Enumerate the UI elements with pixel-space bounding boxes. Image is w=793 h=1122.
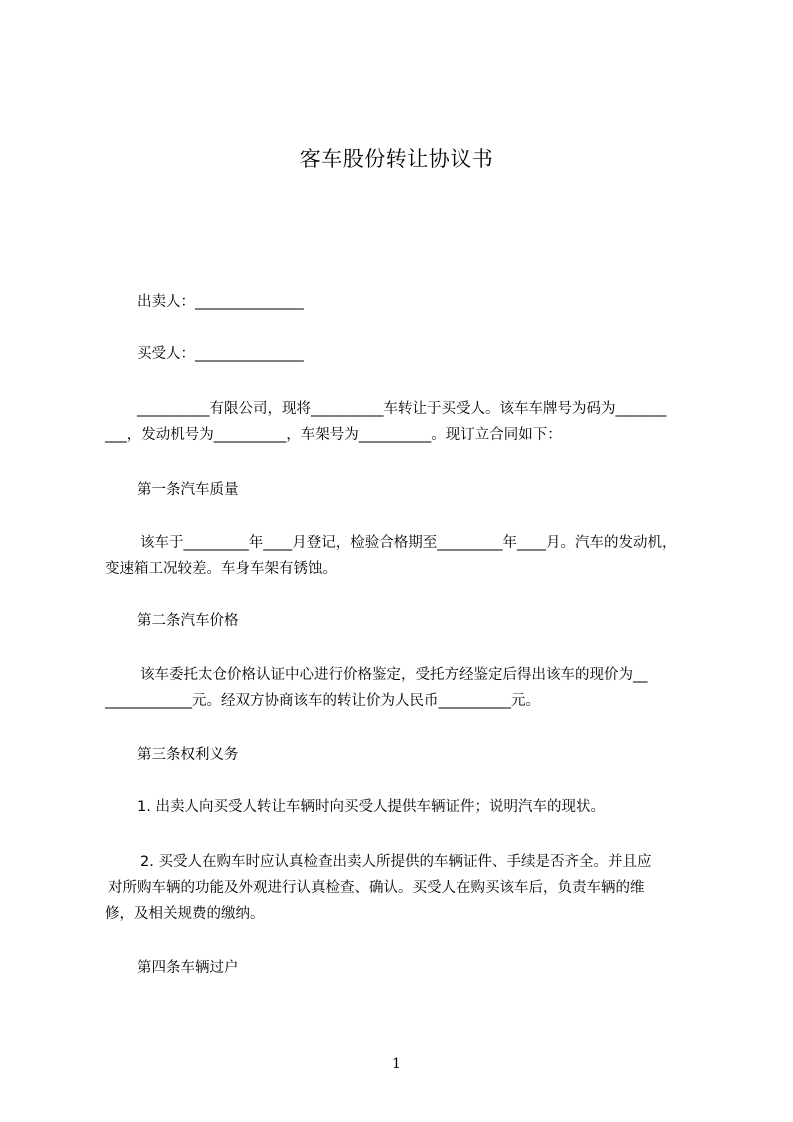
article1-line-2: 变速箱工况较差。车身车架有锈蚀。	[105, 561, 337, 577]
page-number: 1	[392, 1056, 401, 1072]
article3-item-2-line-3: 修，及相关规费的缴纳。	[105, 906, 265, 922]
article3-item-2-line-2: 对所购车辆的功能及外观进行认真检查、确认。买受人在购买该车后，负责车辆的维	[108, 880, 645, 896]
article1-line-1: 该车于_________年____月登记，检验合格期至_________年____月。汽车的发动机，	[140, 535, 677, 551]
article3-item-2-line-1: 2. 买受人在购车时应认真检查出卖人所提供的车辆证件、手续是否齐全。并且应	[140, 854, 652, 870]
intro-line-2: ___，发动机号为__________，车架号为__________。现订立合同如下：	[105, 427, 562, 443]
article3-heading: 第三条权利义务	[137, 747, 239, 763]
buyer-line: 买受人：_______________	[137, 346, 304, 362]
seller-line: 出卖人：_______________	[137, 294, 304, 310]
article2-line-2: ____________元。经双方协商该车的转让价为人民币__________元。	[105, 693, 540, 709]
article3-item-1: 1. 出卖人向买受人转让车辆时向买受人提供车辆证件；说明汽车的现状。	[137, 799, 605, 815]
article2-heading: 第二条汽车价格	[137, 613, 239, 629]
intro-line-1: __________有限公司，现将__________车转让于买受人。该车车牌号为码为_______	[137, 401, 667, 417]
article1-heading: 第一条汽车质量	[137, 482, 239, 498]
article4-heading: 第四条车辆过户	[137, 960, 239, 976]
article2-line-1: 该车委托太仓价格认证中心进行价格鉴定，受托方经鉴定后得出该车的现价为__	[140, 667, 648, 683]
document-title: 客车股份转让协议书	[299, 147, 494, 171]
